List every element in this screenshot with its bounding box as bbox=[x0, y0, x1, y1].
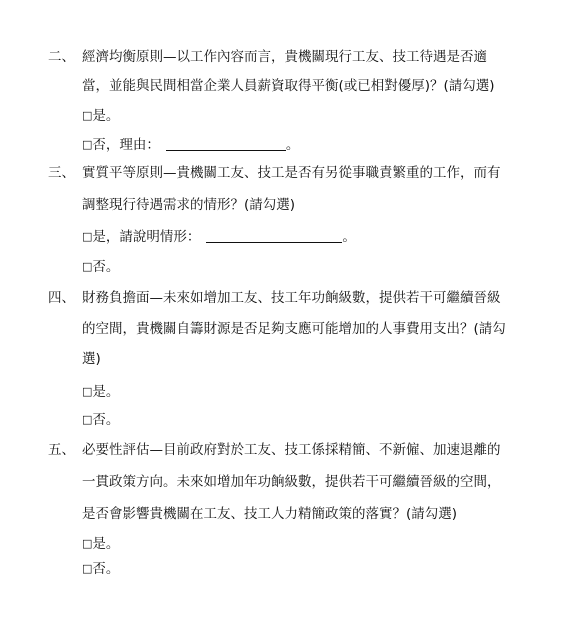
question-text-line: 實質平等原則—貴機關工友、技工是否有另從事職責繁重的工作，而有 bbox=[82, 165, 501, 181]
checkbox-icon[interactable]: □ bbox=[82, 537, 93, 550]
option-end: 。 bbox=[285, 137, 300, 153]
option-label: 是。 bbox=[92, 536, 120, 552]
question-text-line: 必要性評估—目前政府對於工友、技工係採精簡、不新僱、加速退離的 bbox=[82, 442, 501, 458]
question-text-line: 一貫政策方向。未來如增加年功餉級數，提供若干可繼續晉級的空間， bbox=[82, 474, 501, 490]
checkbox-icon[interactable]: □ bbox=[82, 562, 93, 575]
checkbox-icon[interactable]: □ bbox=[82, 138, 93, 151]
checkbox-icon[interactable]: □ bbox=[82, 413, 93, 426]
option-label: 否。 bbox=[92, 561, 120, 577]
answer-blank-line[interactable] bbox=[166, 137, 286, 151]
option-no[interactable] bbox=[82, 560, 119, 578]
option-yes[interactable] bbox=[82, 228, 356, 246]
question-number: 四、 bbox=[48, 290, 75, 306]
answer-blank-line[interactable] bbox=[206, 229, 342, 243]
checkbox-icon[interactable]: □ bbox=[82, 109, 93, 122]
option-end: 。 bbox=[342, 229, 356, 245]
question-number: 二、 bbox=[48, 49, 75, 65]
question-text-line: 選) bbox=[82, 351, 101, 367]
option-yes[interactable] bbox=[82, 383, 119, 401]
option-label: 是，請說明情形： bbox=[92, 229, 201, 245]
option-label: 否，理由： bbox=[92, 137, 160, 153]
question-text-line: 是否會影響貴機關在工友、技工人力精簡政策的落實？(請勾選) bbox=[82, 506, 458, 522]
question-number: 三、 bbox=[48, 165, 75, 181]
question-text-line: 經濟均衡原則—以工作內容而言，貴機關現行工友、技工待遇是否適 bbox=[82, 49, 487, 65]
question-text-line: 財務負擔面—未來如增加工友、技工年功餉級數，提供若干可繼續晉級 bbox=[82, 290, 501, 306]
option-label: 是。 bbox=[92, 384, 120, 400]
option-no[interactable] bbox=[82, 258, 119, 276]
option-yes[interactable] bbox=[82, 535, 119, 553]
option-no[interactable] bbox=[82, 411, 119, 429]
checkbox-icon[interactable]: □ bbox=[82, 385, 93, 398]
option-label: 否。 bbox=[92, 412, 120, 428]
question-number: 五、 bbox=[48, 442, 75, 458]
question-text-line: 的空間，貴機關自籌財源是否足夠支應可能增加的人事費用支出？(請勾 bbox=[82, 321, 506, 337]
option-label: 是。 bbox=[92, 108, 120, 124]
checkbox-icon[interactable]: □ bbox=[82, 260, 93, 273]
question-text-line: 當，並能與民間相當企業人員薪資取得平衡(或已相對優厚)？(請勾選) bbox=[82, 78, 495, 94]
option-label: 否。 bbox=[92, 259, 120, 275]
option-no[interactable] bbox=[82, 136, 299, 154]
checkbox-icon[interactable]: □ bbox=[82, 230, 93, 243]
question-text-line: 調整現行待遇需求的情形？(請勾選) bbox=[82, 197, 296, 213]
option-yes[interactable] bbox=[82, 107, 119, 125]
